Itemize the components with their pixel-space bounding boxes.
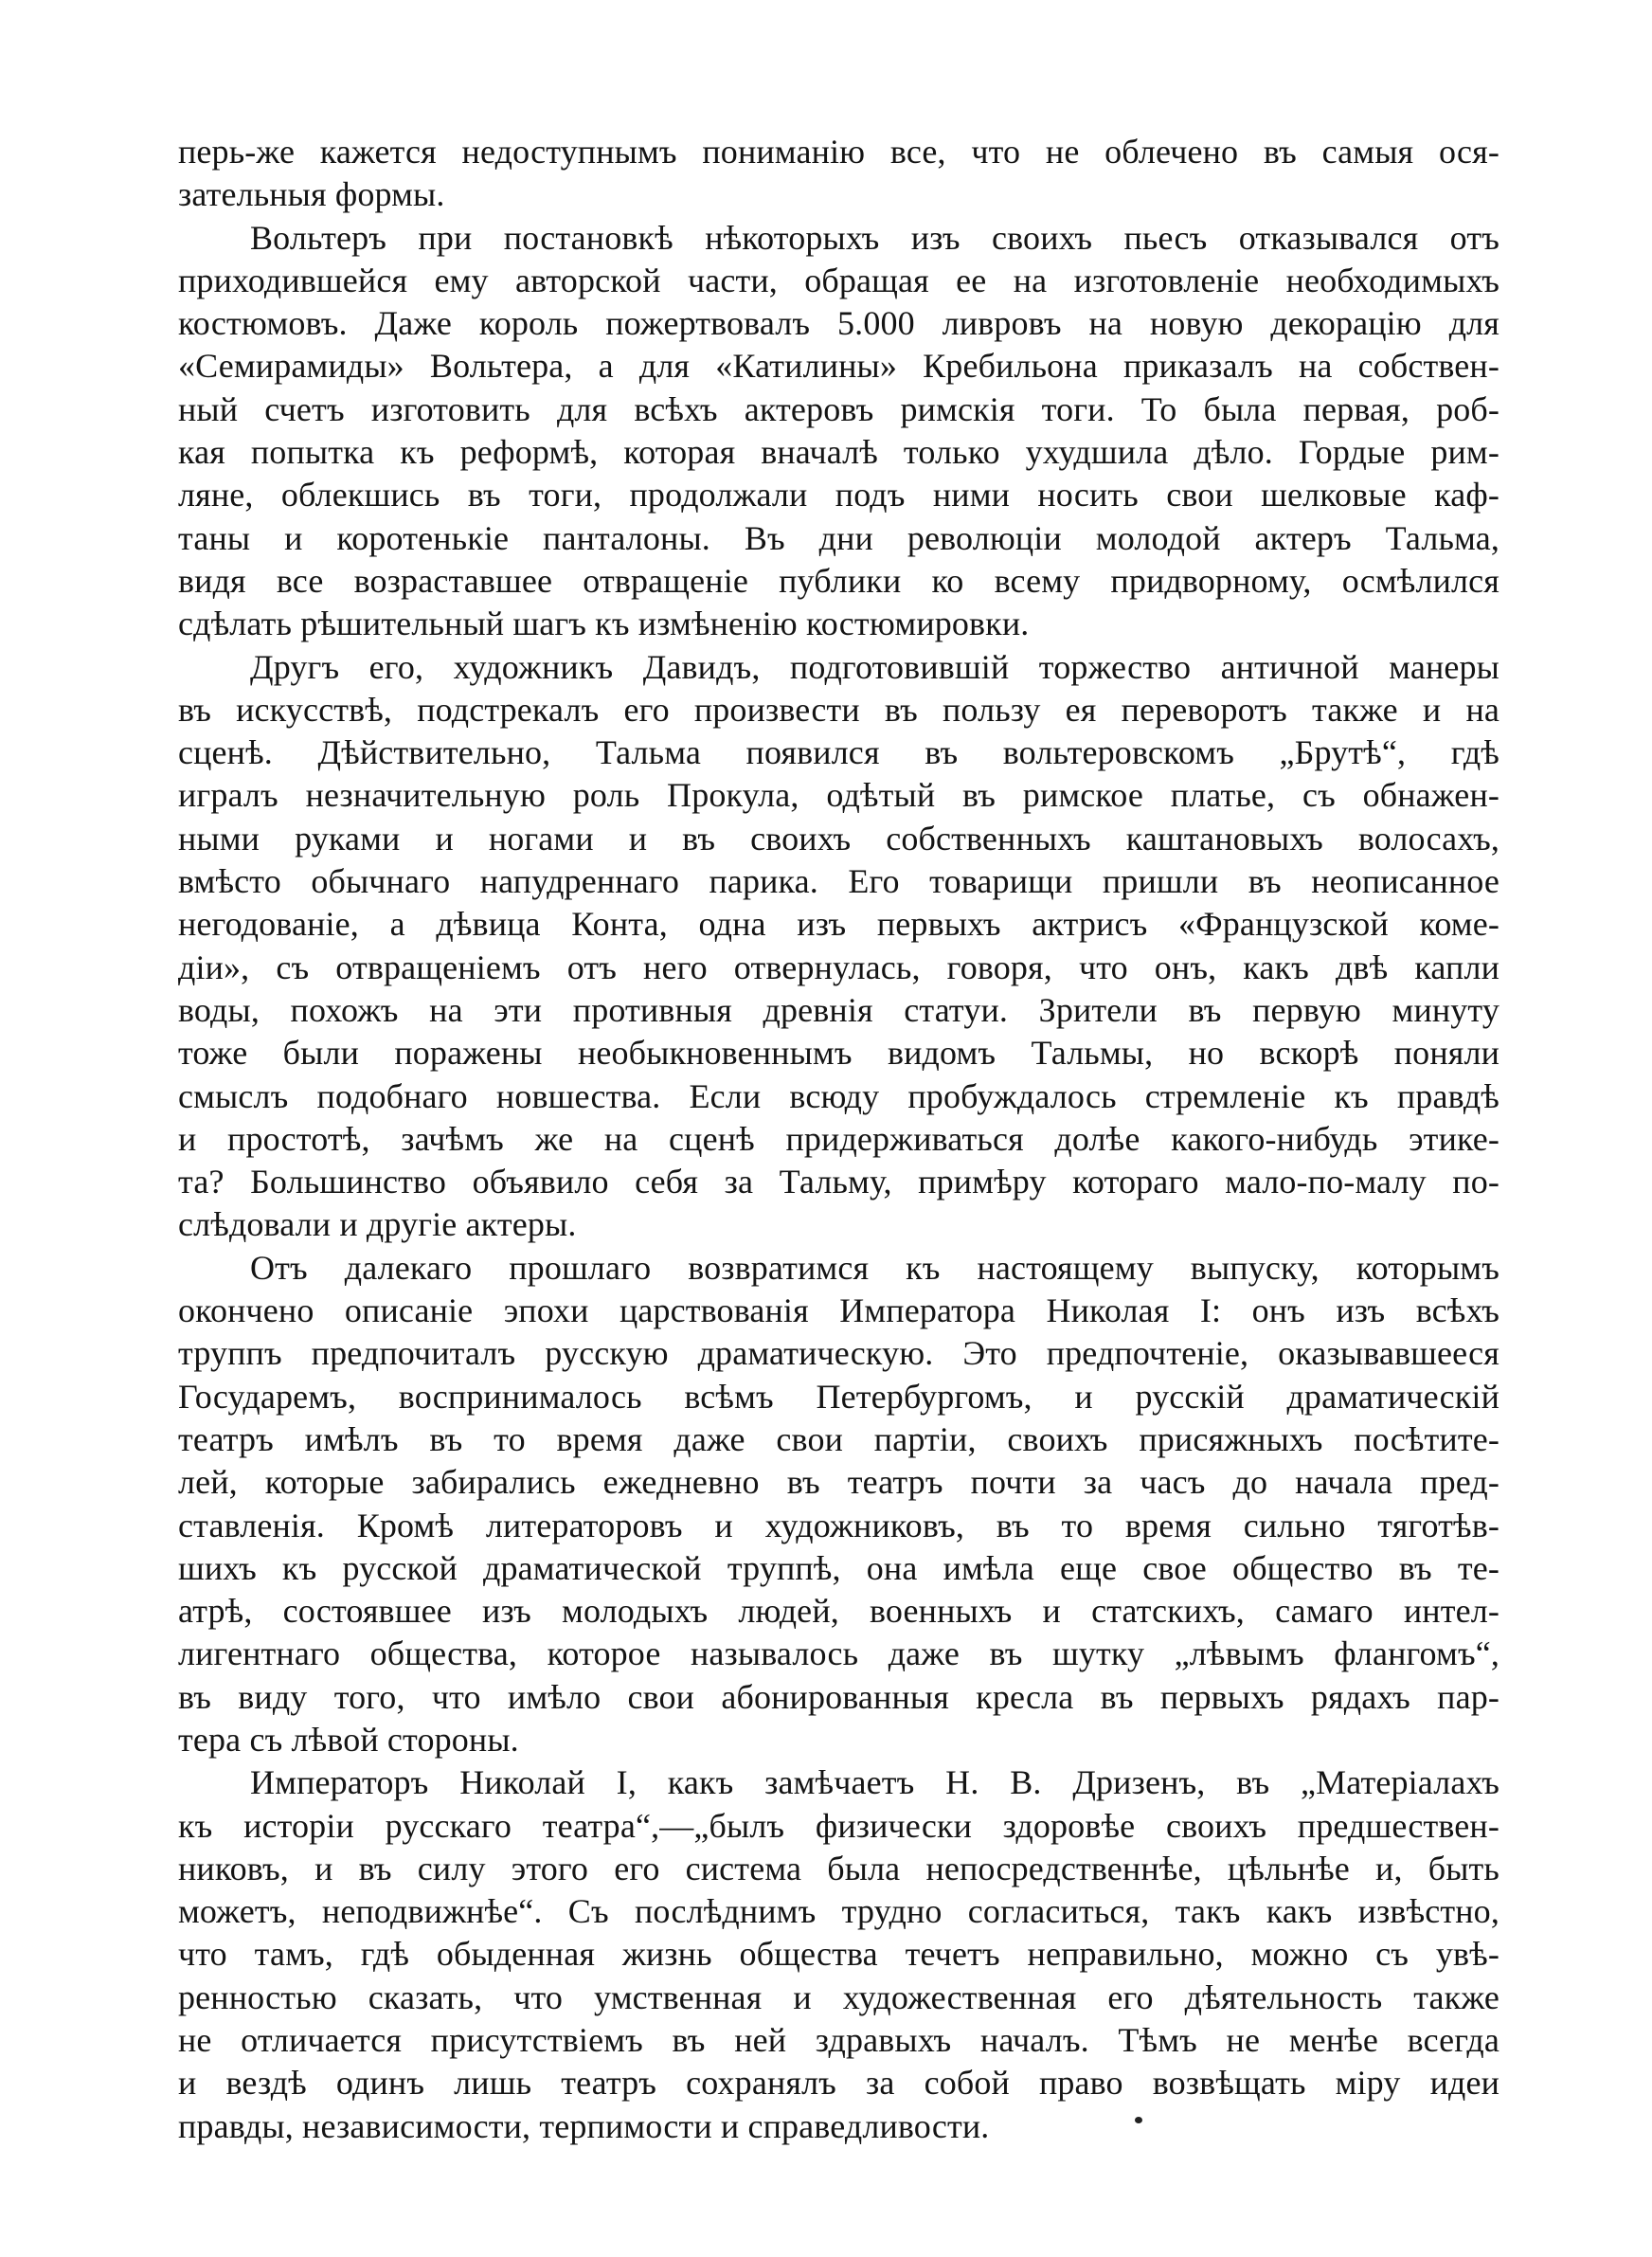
paragraph xyxy=(178,1247,1499,1762)
text-line: Государемъ, воспринималось всѣмъ Петербургомъ, и русскій драматическій xyxy=(178,1377,1499,1416)
text-line: приходившейся ему авторской части, обращая ее на изготовленіе необходимыхъ xyxy=(178,261,1499,299)
text-line: Вольтеръ при постановкѣ нѣкоторыхъ изъ своихъ пьесъ отказывался отъ xyxy=(250,218,1499,257)
text-line: таны и коротенькіе панталоны. Въ дни революціи молодой актеръ Тальма, xyxy=(178,518,1499,557)
text-line: ренностью сказать, что умственная и художественная его дѣятельность также xyxy=(178,1977,1499,2016)
paragraph xyxy=(178,131,1499,217)
text-line: слѣдовали и другіе актеры. xyxy=(178,1205,577,1244)
text-line: та? Большинство объявило себя за Тальму, примѣру котораго мало-по-малу по- xyxy=(178,1163,1499,1201)
text-line: «Семирамиды» Вольтера, а для «Катилины» Кребильона приказалъ на собствен- xyxy=(178,347,1499,386)
text-line: смыслъ подобнаго новшества. Если всюду пробуждалось стремленіе къ правдѣ xyxy=(178,1076,1499,1115)
text-line: кая попытка къ реформѣ, которая вначалѣ только ухудшила дѣло. Гордые рим- xyxy=(178,433,1499,472)
text-line: къ исторіи русскаго театра“,—„былъ физически здоровѣе своихъ предшествен- xyxy=(178,1806,1499,1845)
text-line: ляне, облекшись въ тоги, продолжали подъ ними носить свои шелковые каф- xyxy=(178,476,1499,515)
text-line: правды, независимости, терпимости и справедливости. xyxy=(178,2106,990,2145)
text-line: сценѣ. Дѣйствительно, Тальма появился въ вольтеровскомъ „Брутѣ“, гдѣ xyxy=(178,733,1499,772)
paragraph xyxy=(178,646,1499,1247)
text-line: діи», съ отвращеніемъ отъ него отвернулась, говоря, что онъ, какъ двѣ капли xyxy=(178,948,1499,986)
text-line: вмѣсто обычнаго напудреннаго парика. Его товарищи пришли въ неописанное xyxy=(178,862,1499,901)
text-line: тоже были поражены необыкновеннымъ видомъ Тальмы, но вскорѣ поняли xyxy=(178,1034,1499,1073)
text-line: лей, которые забирались ежедневно въ театръ почти за часъ до начала пред- xyxy=(178,1463,1499,1502)
text-line: атрѣ, состоявшее изъ молодыхъ людей, военныхъ и статскихъ, самаго интел- xyxy=(178,1592,1499,1631)
text-line: и простотѣ, зачѣмъ же на сценѣ придерживаться долѣе какого-нибудь этике- xyxy=(178,1119,1499,1158)
text-line: ставленія. Кромѣ литераторовъ и художниковъ, въ то время сильно тяготѣв- xyxy=(178,1506,1499,1544)
text-line: можетъ, неподвижнѣе“. Съ послѣднимъ трудно согласиться, такъ какъ извѣстно, xyxy=(178,1892,1499,1931)
text-line: Отъ далекаго прошлаго возвратимся къ настоящему выпуску, которымъ xyxy=(250,1248,1499,1287)
text-line: тера съ лѣвой стороны. xyxy=(178,1720,519,1759)
page-body xyxy=(178,131,1499,2148)
text-line: лигентнаго общества, которое называлось даже въ шутку „лѣвымъ флангомъ“, xyxy=(178,1634,1499,1673)
text-line: театръ имѣлъ въ то время даже свои партіи, своихъ присяжныхъ посѣтите- xyxy=(178,1419,1499,1458)
text-line: сдѣлать рѣшительный шагъ къ измѣненію костюмировки. xyxy=(178,605,1030,643)
paragraph xyxy=(178,217,1499,646)
text-line: перь-же кажется недоступнымъ пониманію все, что не облечено въ самыя ося- xyxy=(178,133,1499,171)
text-line: Императоръ Николай I, какъ замѣчаетъ Н. В. Дризенъ, въ „Матеріалахъ xyxy=(250,1763,1499,1802)
text-line: зательныя формы. xyxy=(178,175,445,214)
ink-speck xyxy=(1135,2117,1142,2123)
text-line: въ искусствѣ, подстрекалъ его произвести въ пользу ея переворотъ также и на xyxy=(178,690,1499,729)
text-line: негодованіе, а дѣвица Конта, одна изъ первыхъ актрисъ «Французской коме- xyxy=(178,905,1499,944)
text-line: не отличается присутствіемъ въ ней здравыхъ началъ. Тѣмъ не менѣе всегда xyxy=(178,2021,1499,2060)
text-line: игралъ незначительную роль Прокула, одѣтый въ римское платье, съ обнажен- xyxy=(178,776,1499,815)
text-line: воды, похожъ на эти противныя древнія статуи. Зрители въ первую минуту xyxy=(178,990,1499,1029)
text-line: костюмовъ. Даже король пожертвовалъ 5.000 ливровъ на новую декорацію для xyxy=(178,304,1499,343)
text-line: видя все возраставшее отвращеніе публики ко всему придворному, осмѣлился xyxy=(178,561,1499,600)
text-line: Другъ его, художникъ Давидъ, подготовившій торжество античной манеры xyxy=(250,647,1499,686)
text-line: ными руками и ногами и въ своихъ собственныхъ каштановыхъ волосахъ, xyxy=(178,819,1499,858)
text-line: труппъ предпочиталъ русскую драматическую. Это предпочтеніе, оказывавшееся xyxy=(178,1334,1499,1373)
text-line: что тамъ, гдѣ обыденная жизнь общества течетъ неправильно, можно съ увѣ- xyxy=(178,1935,1499,1974)
paragraph xyxy=(178,1761,1499,2148)
text-line: окончено описаніе эпохи царствованія Императора Николая I: онъ изъ всѣхъ xyxy=(178,1291,1499,1330)
text-line: ный счетъ изготовить для всѣхъ актеровъ римскія тоги. То была первая, роб- xyxy=(178,389,1499,428)
text-line: и вездѣ одинъ лишь театръ сохранялъ за собой право возвѣщать міру идеи xyxy=(178,2064,1499,2103)
text-line: никовъ, и въ силу этого его система была непосредственнѣе, цѣльнѣе и, быть xyxy=(178,1849,1499,1887)
text-line: шихъ къ русской драматической труппѣ, она имѣла еще свое общество въ те- xyxy=(178,1548,1499,1587)
text-line: въ виду того, что имѣло свои абонированныя кресла въ первыхъ рядахъ пар- xyxy=(178,1677,1499,1716)
